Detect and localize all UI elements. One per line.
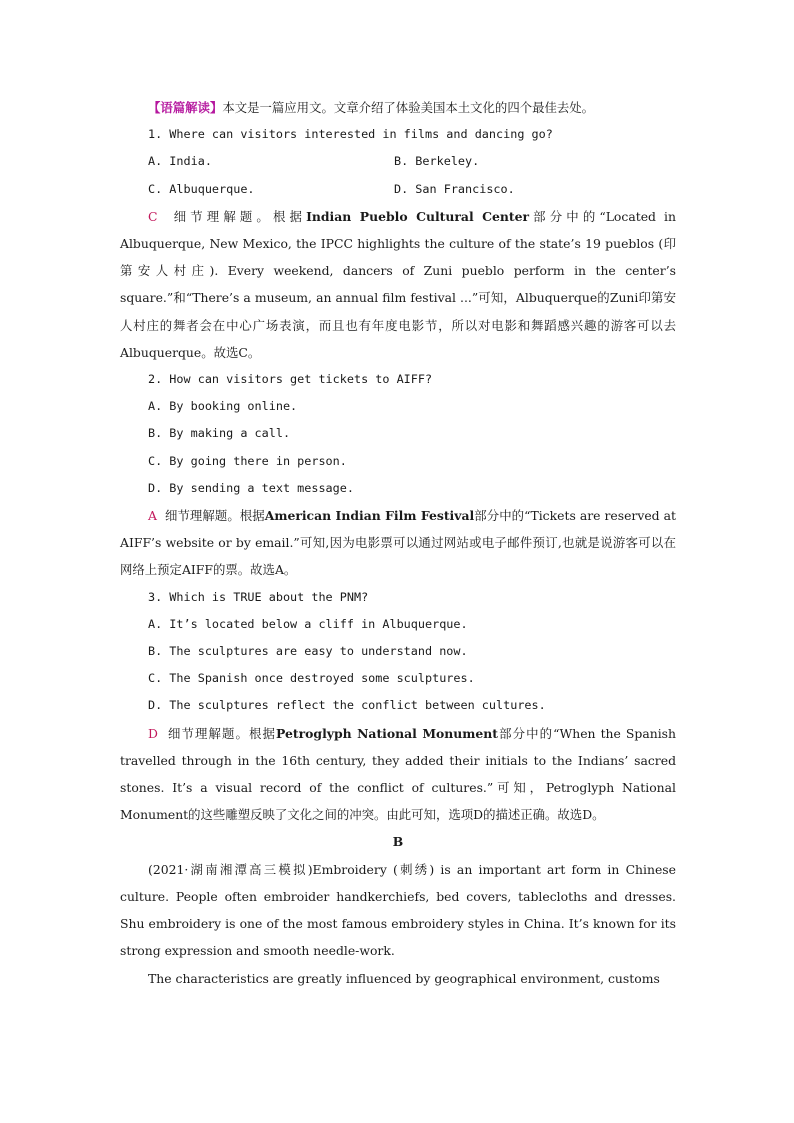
question-2-explain-post: 部分中的“Tickets are reserved at AIFF’s website or by email.”可知,因为电影票可以通过网站或电子邮件预订,也就是说游客可以在网络上预定AIFF的票。故选A。 — [120, 508, 676, 578]
question-1-options-row-1 — [120, 148, 676, 175]
question-3-explain-bold: Petroglyph National Monument — [276, 725, 499, 741]
question-2-explain-bold: American Indian Film Festival — [264, 508, 475, 524]
question-1-explanation — [120, 203, 676, 366]
question-3-option-b: B. The sculptures are easy to understand now. — [148, 644, 468, 659]
question-1-option-c: C. Albuquerque. — [148, 181, 255, 196]
question-1-explain-bold: Indian Pueblo Cultural Center — [306, 208, 530, 224]
question-2-explain-pre: 细节理解题。根据 — [164, 508, 265, 524]
section-b-heading: B — [392, 834, 404, 850]
question-1-explain-pre: 细节理解题。根据 — [173, 208, 307, 224]
question-2-option-d: D. By sending a text message. — [148, 480, 354, 495]
question-1-stem: 1. Where can visitors interested in films and dancing go? — [148, 127, 553, 142]
question-3-option-c: C. The Spanish once destroyed some sculptures. — [148, 671, 475, 686]
question-3-option-a: A. It’s located below a cliff in Albuquerque. — [148, 616, 468, 631]
section-b-paragraph-2: The characteristics are greatly influenced by geographical environment, customs — [148, 970, 660, 986]
question-1-options-row-2 — [120, 176, 676, 203]
intro-text: 本文是一篇应用文。文章介绍了体验美国本土文化的四个最佳去处。 — [222, 100, 595, 115]
question-1-answer: C — [148, 208, 158, 224]
question-2-stem: 2. How can visitors get tickets to AIFF? — [148, 372, 433, 387]
question-3-option-d: D. The sculptures reflect the conflict between cultures. — [148, 698, 546, 713]
question-1-option-a: A. India. — [148, 154, 212, 169]
section-b-paragraph-1: (2021·湖南湘潭高三模拟)Embroidery (刺绣) is an important art form in Chinese culture. People often embroider handkerchiefs, bed covers, tablecloths and dresses. Shu embroidery is one of the most famous embroidery styles in China. It’s known for its strong expression and smooth needle-work. — [120, 861, 676, 959]
question-3-explain-pre: 细节理解题。根据 — [168, 725, 277, 741]
question-1-option-d: D. San Francisco. — [394, 181, 515, 196]
question-3-explain-post: 部分中的“When the Spanish travelled through in the 16th century, they added their initials to the Indians’ sacred stones. It’s a visual record of the conflict of cultures.”可知，Petroglyph National Monument的这些雕塑反映了文化之间的冲突。由此可知，选项D的描述正确。故选D。 — [120, 725, 676, 823]
question-2-explanation — [120, 502, 676, 584]
intro-tag: 【语篇解读】 — [148, 100, 223, 115]
question-1-option-b: B. Berkeley. — [394, 154, 480, 169]
question-3-answer: D — [148, 725, 158, 741]
question-2-option-c: C. By going there in person. — [148, 453, 347, 468]
question-2-option-b: B. By making a call. — [148, 426, 291, 441]
question-3-stem: 3. Which is TRUE about the PNM? — [148, 589, 369, 604]
question-2-option-a: A. By booking online. — [148, 399, 298, 414]
passage-intro — [120, 94, 676, 121]
question-2-answer: A — [148, 508, 157, 524]
document-page — [120, 94, 676, 992]
question-1-explain-post: 部分中的“Located in Albuquerque, New Mexico, the IPCC highlights the culture of the state’s 19 pueblos (印第安人村庄). Every weekend, dancers of Zuni pueblo perform in the center’s square.”和“There’s a museum, an annual film festival ...”可知，Albuquerque的Zuni印第安人村庄的舞者会在中心广场表演，而且也有年度电影节，所以对电影和舞蹈感兴趣的游客可以去Albuquerque。故选C。 — [120, 208, 676, 360]
question-3-explanation — [120, 720, 676, 829]
